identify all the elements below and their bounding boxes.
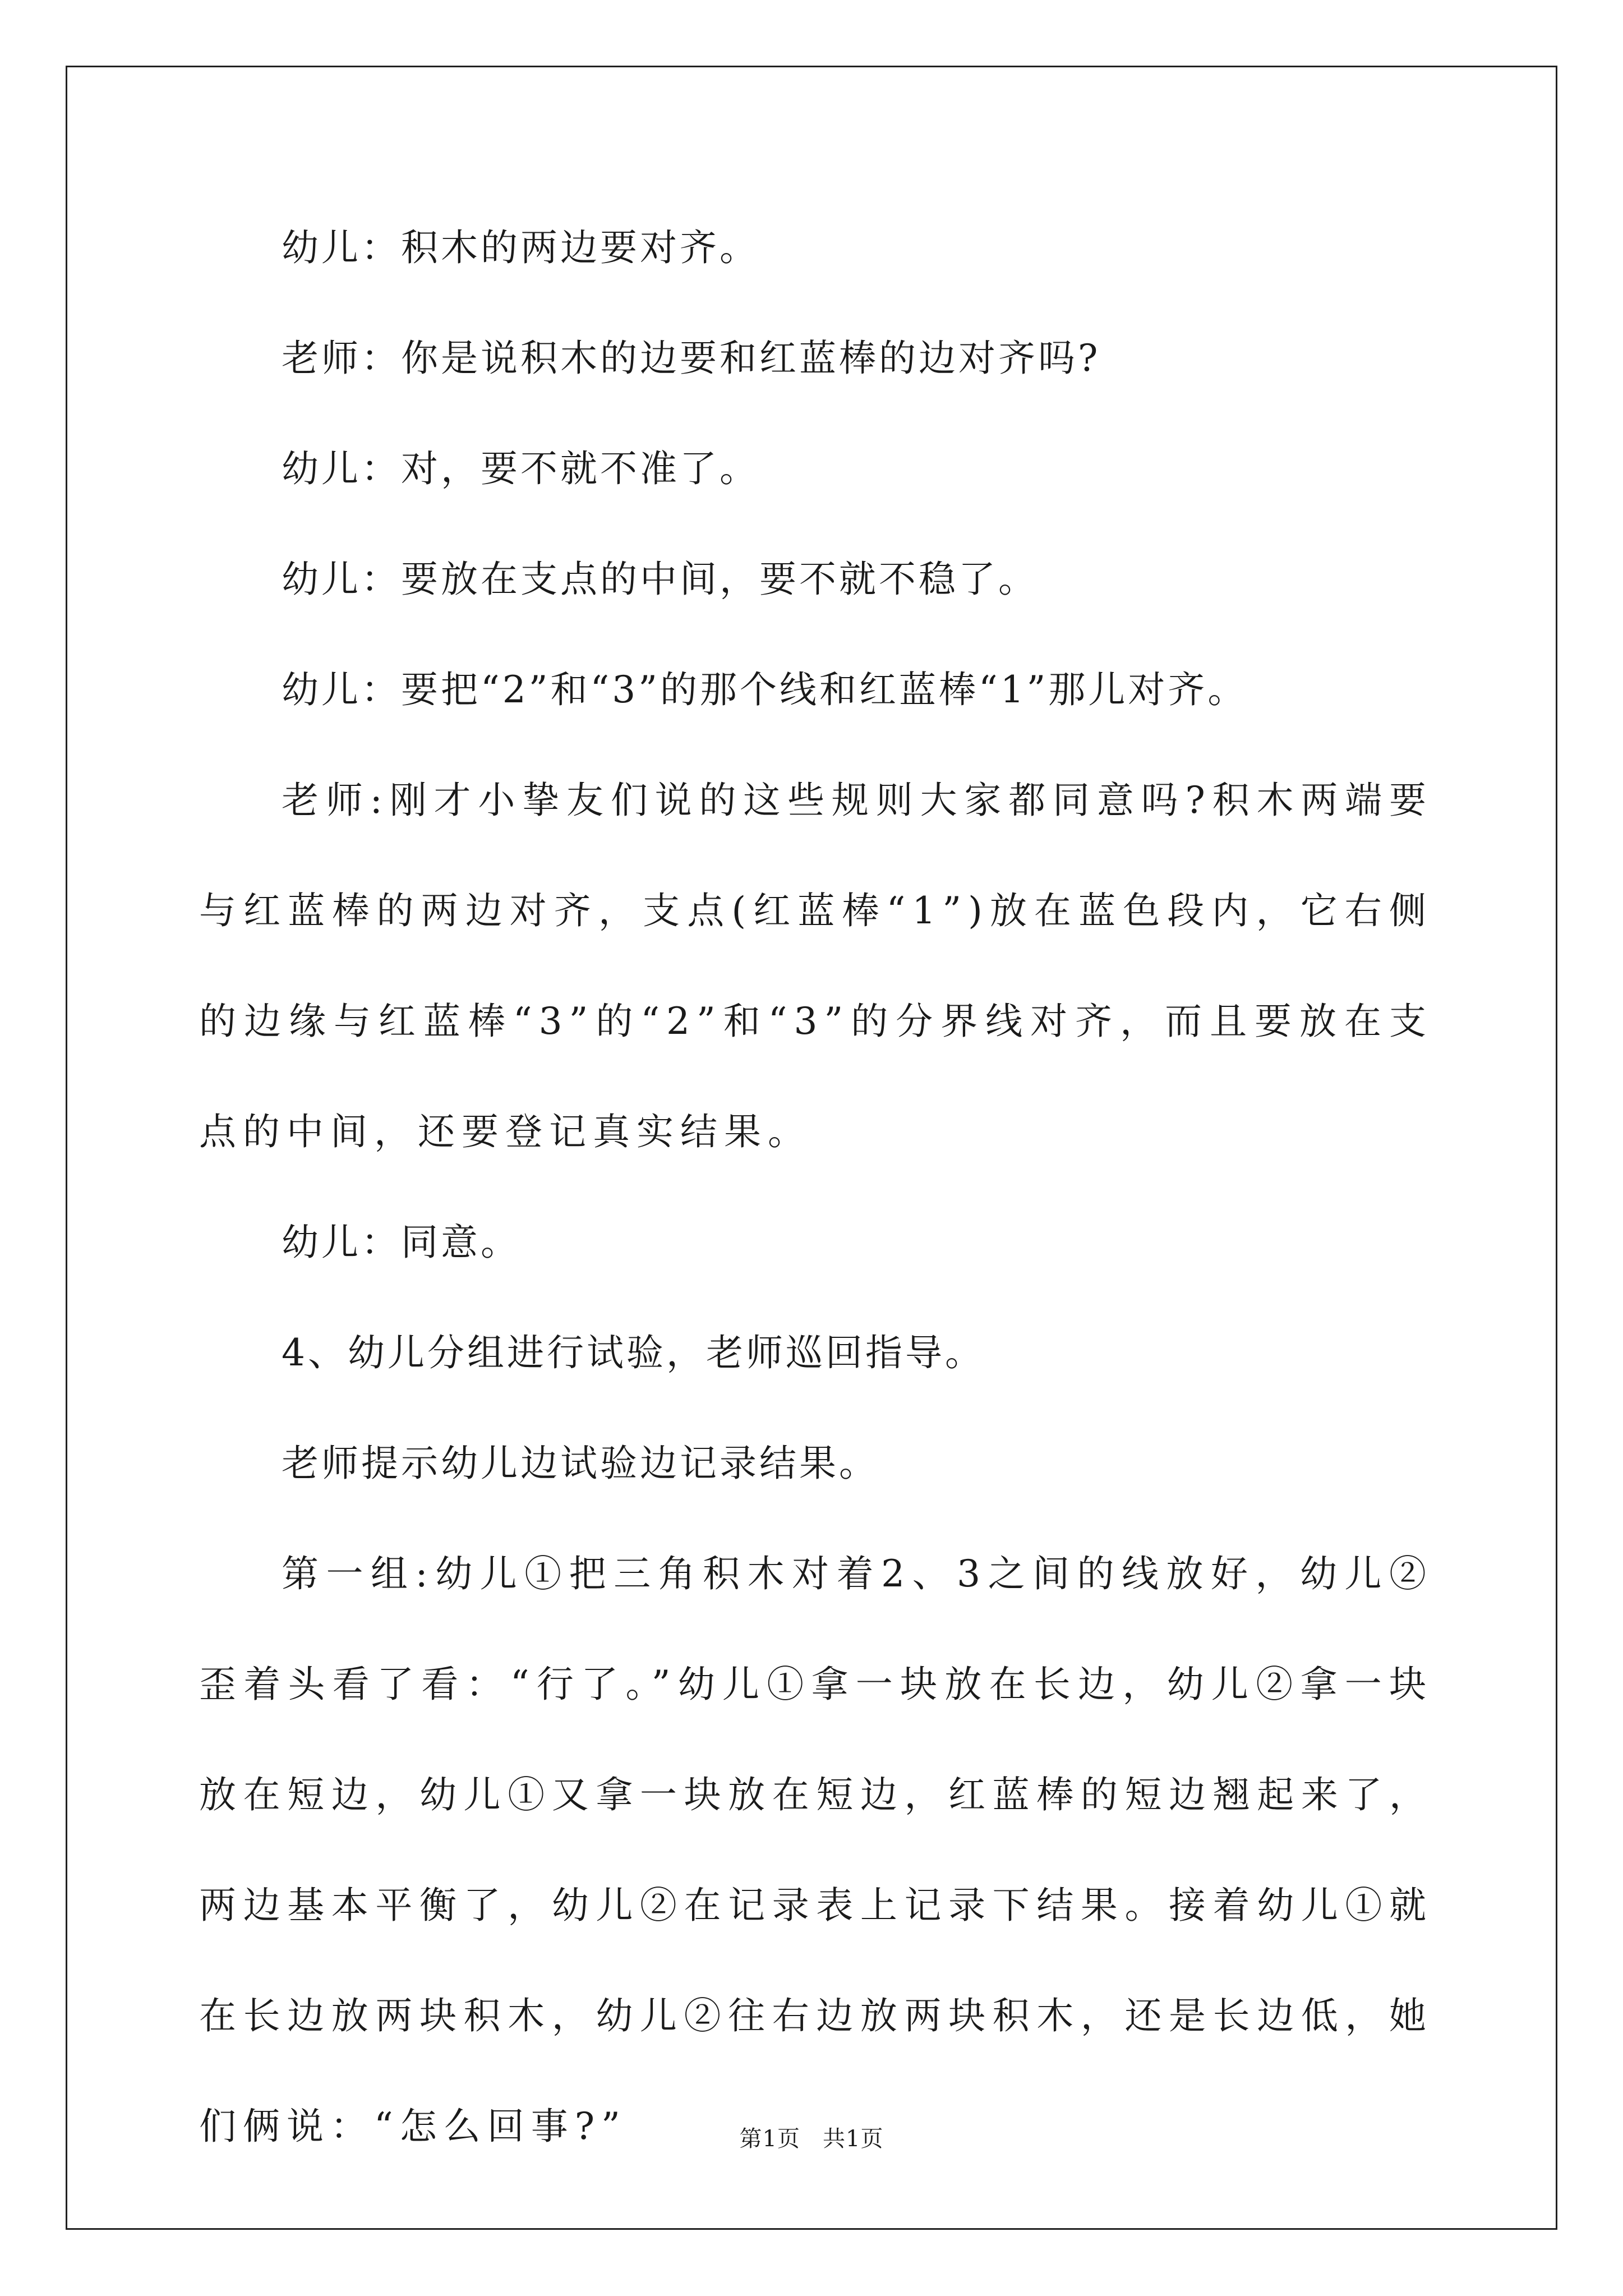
page-total: 共1页 bbox=[823, 2126, 884, 2152]
paragraph-4: 幼儿：要放在支点的中间，要不就不稳了。 bbox=[282, 558, 1038, 601]
paragraph-2: 老师：你是说积木的边要和红蓝棒的边对齐吗? bbox=[282, 337, 1101, 380]
paragraph-8: 4、幼儿分组进行试验，老师巡回指导。 bbox=[282, 1331, 985, 1374]
document-body bbox=[199, 192, 1433, 2182]
page-number-footer bbox=[0, 2125, 1623, 2153]
paragraph-5: 幼儿：要把“2”和“3”的那个线和红蓝棒“1”那儿对齐。 bbox=[282, 668, 1248, 711]
paragraph-3: 幼儿：对，要不就不准了。 bbox=[282, 447, 759, 490]
paragraph-6: 老师:刚才小挚友们说的这些规则大家都同意吗?积木两端要与红蓝棒的两边对齐，支点(红蓝棒“1”)放在蓝色段内，它右侧的边缘与红蓝棒“3”的“2”和“3”的分界线对齐，而且要放在支点的中间，还要登记真实结果。 bbox=[199, 779, 1433, 1153]
page-current: 第1页 bbox=[739, 2126, 800, 2152]
paragraph-7: 幼儿：同意。 bbox=[282, 1221, 520, 1264]
paragraph-10: 第一组:幼儿①把三角积木对着2、3之间的线放好，幼儿②歪着头看了看：“行了。”幼儿①拿一块放在长边，幼儿②拿一块放在短边，幼儿①又拿一块放在短边，红蓝棒的短边翘起来了，两边基本平衡了，幼儿②在记录表上记录下结果。接着幼儿①就在长边放两块积木，幼儿②往右边放两块积木，还是长边低，她们俩说：“怎么回事?” bbox=[199, 1552, 1433, 2148]
paragraph-9: 老师提示幼儿边试验边记录结果。 bbox=[282, 1442, 879, 1485]
paragraph-1: 幼儿：积木的两边要对齐。 bbox=[282, 226, 759, 269]
